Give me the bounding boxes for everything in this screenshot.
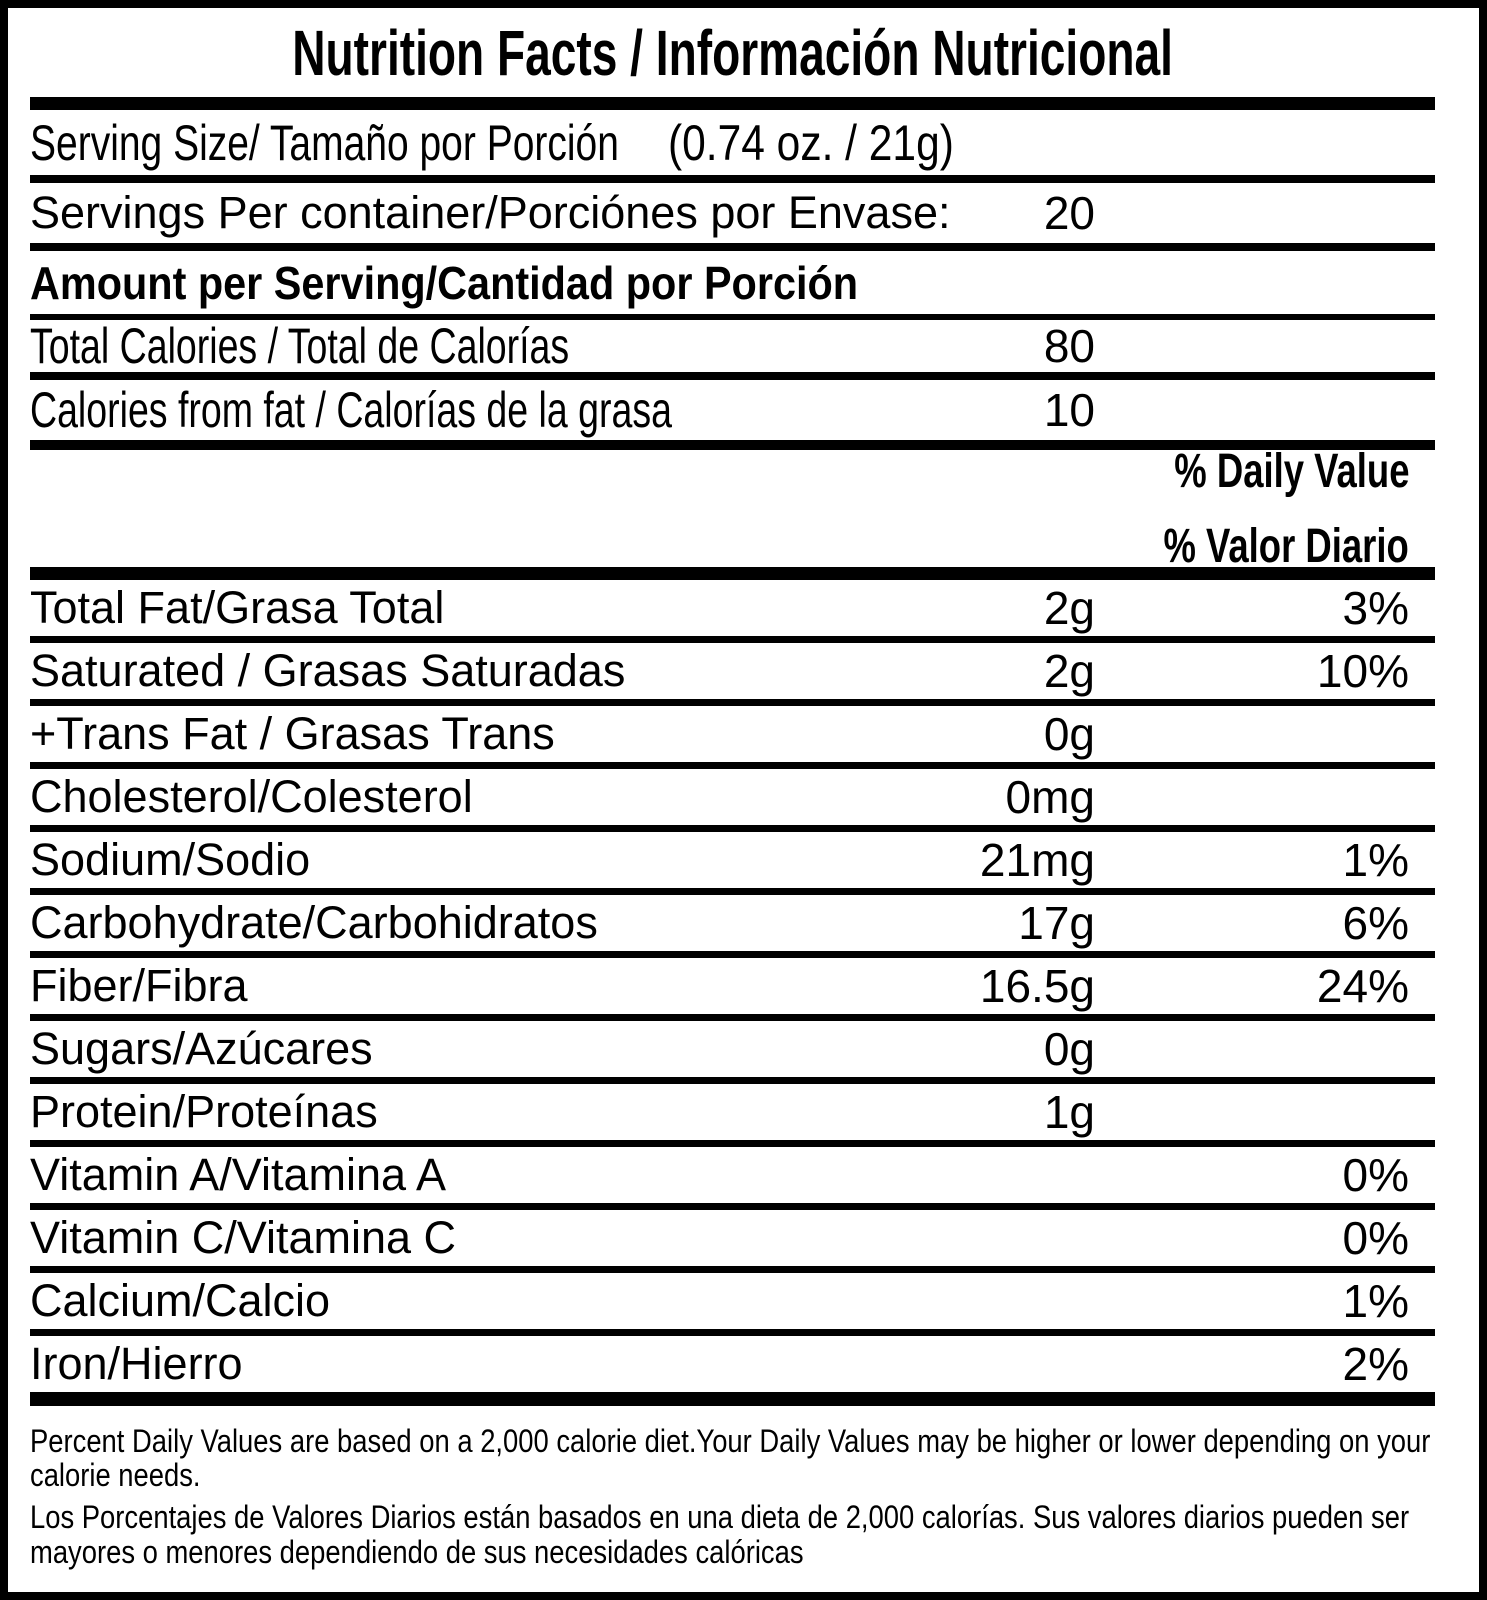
nutrient-label: Vitamin C/Vitamina C: [30, 1212, 457, 1263]
calorie-row-amount: 80: [1043, 320, 1095, 372]
row-divider: [30, 1203, 1435, 1210]
calorie-rows: [30, 320, 1479, 450]
row-divider: [30, 1329, 1435, 1336]
nutrient-amount: 2g: [1043, 582, 1095, 634]
nutrient-row: [30, 1336, 1435, 1392]
row-divider: [30, 243, 1435, 251]
nutrient-label: Protein/Proteínas: [30, 1086, 378, 1137]
amount-per-serving-row: [30, 251, 1435, 314]
serving-size-row: [30, 110, 1435, 175]
row-divider: [30, 636, 1435, 643]
daily-value-header-es: % Valor Diario: [1163, 519, 1409, 573]
nutrient-row: [30, 1210, 1435, 1266]
calorie-row-label: Calories from fat / Calorías de la grasa: [30, 382, 672, 438]
serving-size-label: Serving Size/ Tamaño por Porción: [30, 114, 619, 171]
servings-per-container-value: 20: [1043, 187, 1095, 239]
row-divider: [30, 699, 1435, 706]
row-divider: [30, 1077, 1435, 1084]
nutrient-daily-value: 0%: [1342, 1149, 1409, 1201]
nutrient-amount: 2g: [1043, 645, 1095, 697]
nutrient-daily-value: 1%: [1342, 834, 1409, 886]
nutrient-daily-value: 10%: [1316, 645, 1409, 697]
nutrient-row: [30, 1273, 1435, 1329]
nutrient-daily-value: 1%: [1342, 1275, 1409, 1327]
calorie-row: [30, 320, 1435, 372]
nutrient-label: Carbohydrate/Carbohidratos: [30, 897, 598, 948]
calorie-row-amount: 10: [1043, 384, 1095, 436]
row-divider: [30, 825, 1435, 832]
nutrient-label: Sodium/Sodio: [30, 834, 311, 885]
nutrient-row: [30, 643, 1435, 699]
row-divider: [30, 1140, 1435, 1147]
nutrient-amount: 0mg: [1005, 771, 1095, 823]
nutrient-row: [30, 580, 1435, 636]
servings-per-container-label: Servings Per container/Porciónes por Envase:: [30, 187, 951, 238]
nutrient-label: Iron/Hierro: [30, 1338, 243, 1389]
nutrient-label: Saturated / Grasas Saturadas: [30, 645, 626, 696]
bottom-bar: [30, 1392, 1435, 1406]
nutrient-label: Cholesterol/Colesterol: [30, 771, 473, 822]
nutrient-daily-value: 24%: [1316, 960, 1409, 1012]
nutrient-amount: 0g: [1043, 708, 1095, 760]
label-title: Nutrition Facts / Información Nutricional: [292, 16, 1173, 89]
nutrient-amount: 1g: [1043, 1086, 1095, 1138]
nutrient-amount: 17g: [1018, 897, 1095, 949]
daily-value-header-en: % Daily Value: [1173, 444, 1409, 498]
servings-per-container-row: [30, 183, 1435, 243]
title-divider: [30, 97, 1435, 110]
row-divider: [30, 1014, 1435, 1021]
row-divider: [30, 888, 1435, 895]
nutrient-daily-value: 6%: [1342, 897, 1409, 949]
label-header: [30, 8, 1435, 97]
nutrient-label: Calcium/Calcio: [30, 1275, 331, 1326]
nutrient-row: [30, 1021, 1435, 1077]
nutrient-row: [30, 769, 1435, 825]
nutrient-label: Vitamin A/Vitamina A: [30, 1149, 447, 1200]
nutrient-row: [30, 1147, 1435, 1203]
daily-value-header: [30, 444, 1435, 573]
nutrient-label: Total Fat/Grasa Total: [30, 582, 445, 633]
nutrient-row: [30, 706, 1435, 762]
serving-size-value: (0.74 oz. / 21g): [668, 114, 954, 171]
row-divider: [30, 951, 1435, 958]
nutrient-daily-value: 2%: [1342, 1338, 1409, 1390]
footnote-es: Los Porcentajes de Valores Diarios están basados en una dieta de 2,000 calorías. Sus valores diarios pueden ser mayores o menores dependiendo de sus necesidades calóricas: [30, 1499, 1410, 1570]
nutrient-amount: 16.5g: [979, 960, 1095, 1012]
footnotes: [30, 1424, 1479, 1569]
nutrient-row: [30, 895, 1435, 951]
nutrient-amount: 21mg: [979, 834, 1095, 886]
calorie-row: [30, 380, 1435, 440]
nutrient-label: Sugars/Azúcares: [30, 1023, 373, 1074]
nutrient-amount: 0g: [1043, 1023, 1095, 1075]
amount-per-serving-header: Amount per Serving/Cantidad por Porción: [30, 256, 859, 309]
nutrient-daily-value: 3%: [1342, 582, 1409, 634]
footnote-en: Percent Daily Values are based on a 2,000 calorie diet.Your Daily Values may be higher or lower depending on your calorie needs.: [30, 1423, 1431, 1494]
nutrient-row: [30, 958, 1435, 1014]
nutrient-rows: [30, 580, 1479, 1392]
nutrient-row: [30, 1084, 1435, 1140]
row-divider: [30, 762, 1435, 769]
nutrient-row: [30, 832, 1435, 888]
nutrient-label: +Trans Fat / Grasas Trans: [30, 708, 555, 759]
nutrient-daily-value: 0%: [1342, 1212, 1409, 1264]
row-divider: [30, 175, 1435, 183]
calorie-row-label: Total Calories / Total de Calorías: [30, 318, 570, 374]
row-divider: [30, 1266, 1435, 1273]
nutrient-label: Fiber/Fibra: [30, 960, 248, 1011]
